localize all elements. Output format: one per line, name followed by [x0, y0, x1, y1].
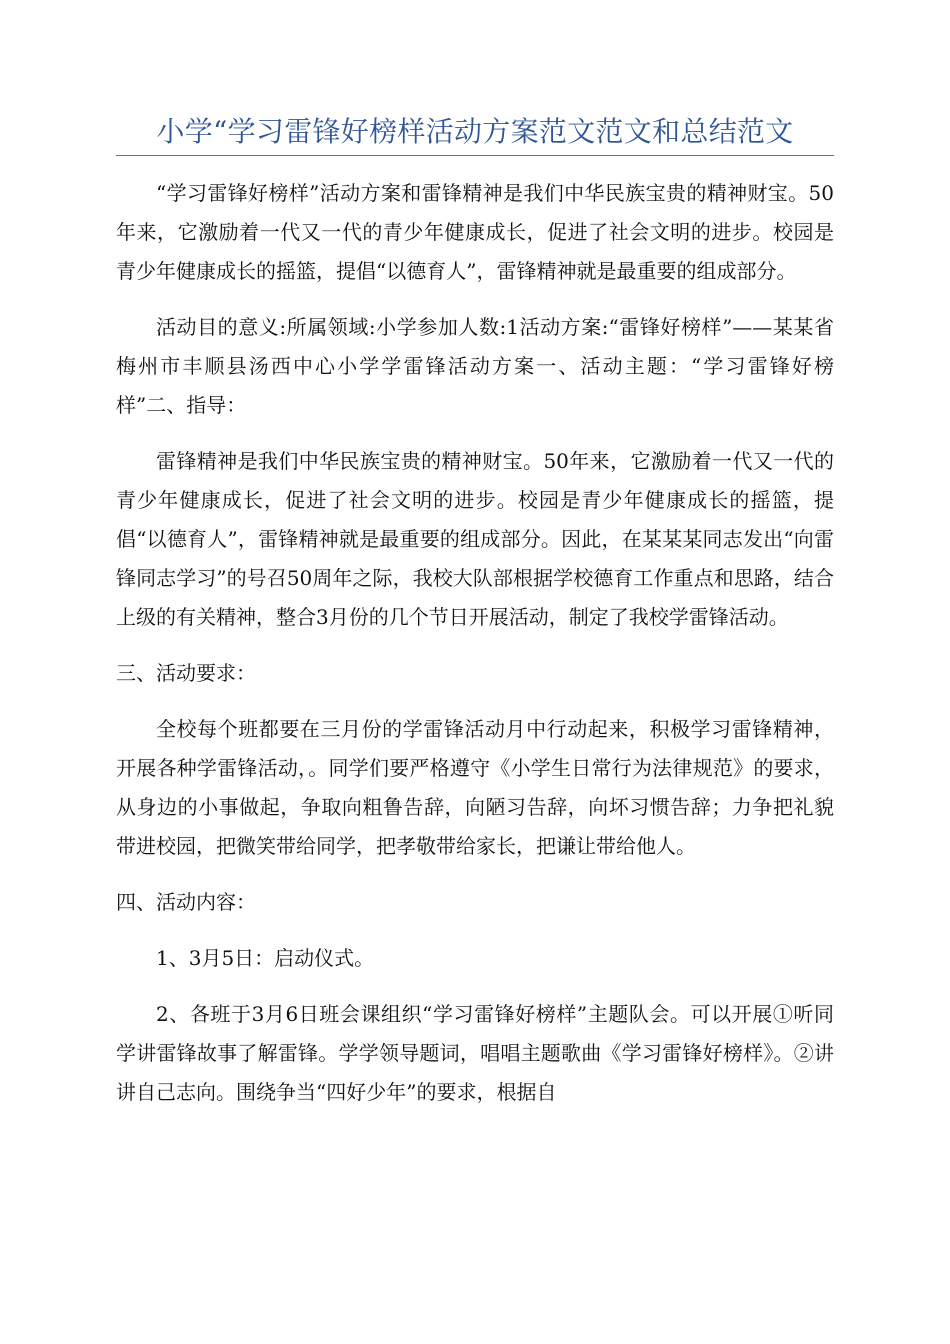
section-heading-requirements: 三、活动要求： — [116, 661, 256, 685]
list-item-2: 2、各班于3月6日班会课组织“学习雷锋好榜样”主题队会。可以开展①听同学讲雷锋故事了解雷锋。学学领导题词，唱唱主题歌曲《学习雷锋好榜样》。②讲讲自己志向。围绕争当“四好少年”的要求，根据自 — [116, 1002, 834, 1104]
title-underline — [116, 155, 834, 156]
list-item-1: 1、3月5日：启动仪式。 — [156, 946, 375, 970]
section-heading-content: 四、活动内容： — [116, 890, 256, 914]
document-body — [116, 174, 834, 1129]
document-title: 小学“学习雷锋好榜样活动方案范文范文和总结范文 — [156, 115, 794, 148]
paragraph-intro: “学习雷锋好榜样”活动方案和雷锋精神是我们中华民族宝贵的精神财宝。50年来，它激励着一代又一代的青少年健康成长，促进了社会文明的进步。校园是青少年健康成长的摇篮，提倡“以德育人”，雷锋精神就是最重要的组成部分。 — [116, 181, 834, 283]
paragraph-activity-overview: 活动目的意义:所属领域:小学参加人数:1活动方案:“雷锋好榜样”——某某省梅州市丰顺县汤西中心小学学雷锋活动方案一、活动主题：“学习雷锋好榜样”二、指导： — [116, 315, 834, 417]
paragraph-guidance: 雷锋精神是我们中华民族宝贵的精神财宝。50年来，它激励着一代又一代的青少年健康成长，促进了社会文明的进步。校园是青少年健康成长的摇篮，提倡“以德育人”，雷锋精神就是最重要的组成部分。因此，在某某某同志发出“向雷锋同志学习”的号召50周年之际，我校大队部根据学校德育工作重点和思路，结合上级的有关精神，整合3月份的几个节日开展活动，制定了我校学雷锋活动。 — [116, 449, 834, 629]
paragraph-requirements: 全校每个班都要在三月份的学雷锋活动月中行动起来，积极学习雷锋精神，开展各种学雷锋活动，。同学们要严格遵守《小学生日常行为法律规范》的要求，从身边的小事做起，争取向粗鲁告辞，向陋习告辞，向坏习惯告辞；力争把礼貌带进校园，把微笑带给同学，把孝敬带给家长，把谦让带给他人。 — [116, 717, 834, 858]
